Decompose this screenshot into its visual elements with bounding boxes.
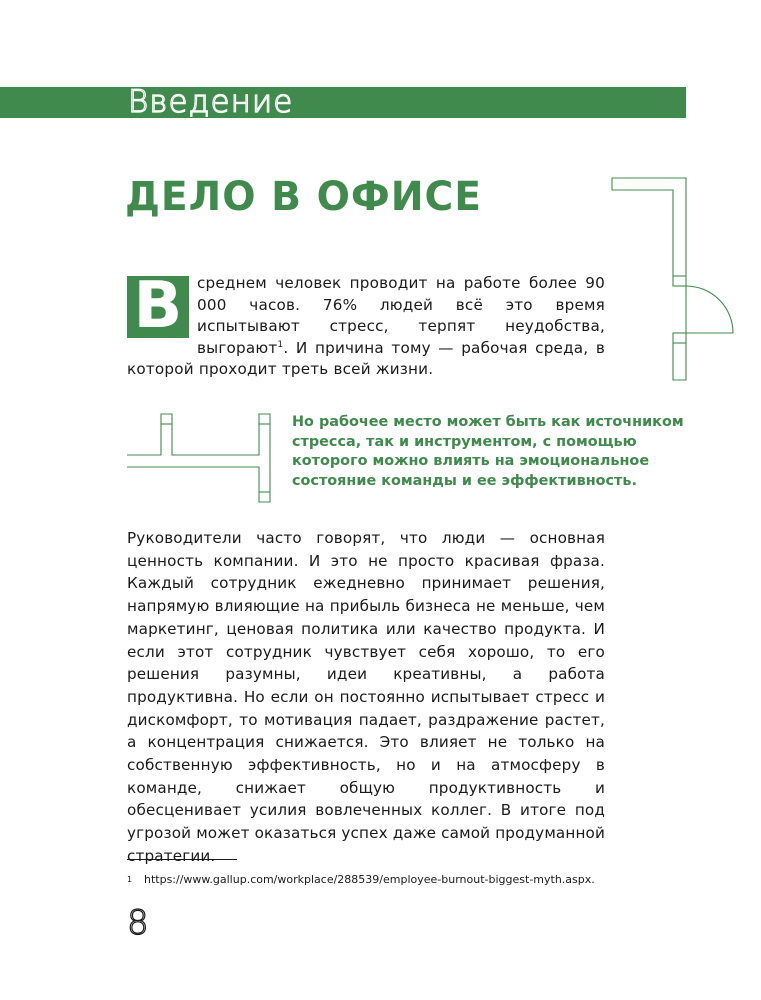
- footnote-reference: 1: [277, 339, 284, 350]
- body-paragraph: Руководители часто говорят, что люди — основная ценность компании. И это не просто красивая фраза. Каждый сотрудник ежедневно принимает решения, напрямую влияющие на прибыль бизнеса не меньше, чем маркетинг, ценовая политика или качество продукта. И если этот сотрудник чувствует себя хорошо, то его решения разумны, идеи креативны, а работа продуктивна. Но если он постоянно испытывает стресс и дискомфорт, то мотивация падает, раздражение растет, а концентрация снижается. Это влияет не только на собственную эффективность, но и на атмосферу в команде, снижает общую продуктивность и обесценивает усилия вовлеченных коллег. В итоге под угрозой может оказаться успех даже самой продуманной стратегии.: [127, 529, 605, 865]
- drop-cap: В: [127, 276, 189, 338]
- footnote-divider: [127, 859, 237, 860]
- section-header-bar: [0, 84, 686, 120]
- intro-text: среднем человек проводит на работе более 90 000 часов. 76% людей всё это время испытывают стресс, терпят неудобства, выгорают: [197, 274, 605, 357]
- chapter-title: ДЕЛО В ОФИСЕ: [125, 174, 483, 220]
- pull-quote: Но рабочее место может быть как источником стресса, так и инструментом, с помощью которого можно влиять на эмоциональное состояние команды и ее эффективность.: [292, 414, 684, 489]
- floorplan-door-decoration: [612, 178, 732, 383]
- page-number: 8: [127, 903, 149, 943]
- intro-text-end: . И причина тому — рабочая среда, в которой проходит треть всей жизни.: [127, 338, 605, 378]
- footnote-link[interactable]: https://www.gallup.com/workplace/288539/employee-burnout-biggest-myth.aspx.: [144, 873, 595, 886]
- intro-paragraph: [127, 269, 605, 381]
- footnote: [127, 872, 595, 887]
- footnote-number: 1: [127, 875, 133, 884]
- floorplan-wall-decoration: [127, 414, 277, 504]
- section-title: Введение: [128, 84, 294, 120]
